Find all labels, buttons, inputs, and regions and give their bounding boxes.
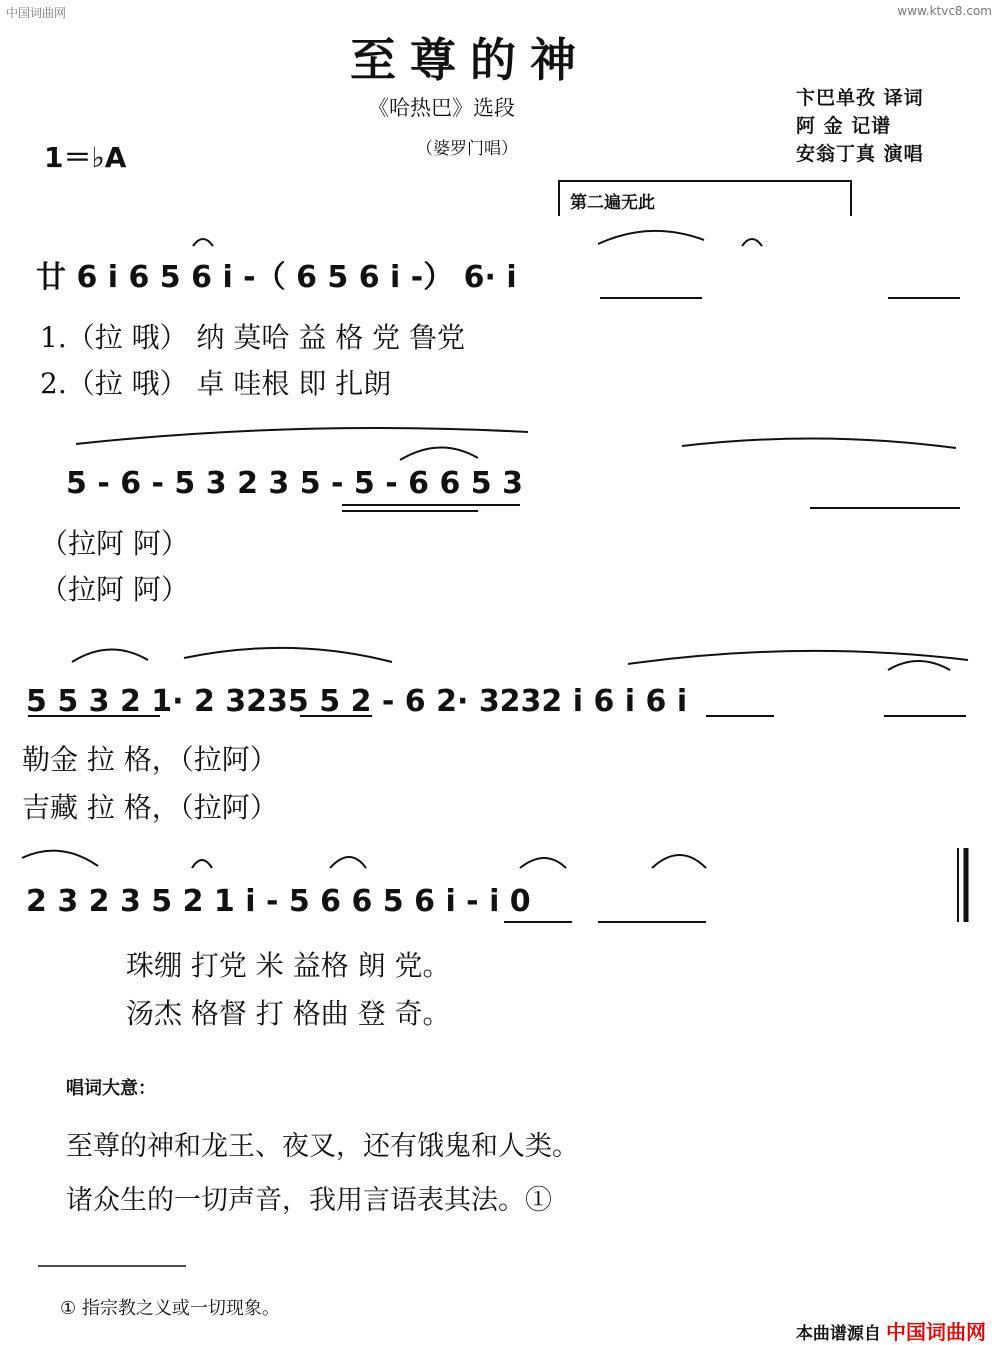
meaning-line-2: 诸众生的一切声音，我用言语表其法。① bbox=[66, 1185, 552, 1216]
source-credit bbox=[796, 1316, 986, 1345]
score-system-3-lyric-1: 勒金 拉 格，（拉阿） bbox=[22, 743, 278, 776]
score-system-2-lyric-2: （拉阿 阿） bbox=[40, 573, 189, 606]
variant-box-label: 第二遍无此 bbox=[570, 193, 655, 213]
performer-note: （婆罗门唱） bbox=[416, 139, 518, 159]
score-system-4-notes: 2 3 2 3 5 2 1 i - 5 6 6 5 6 i - i 0 bbox=[26, 884, 531, 919]
source-label: 本曲谱源自 bbox=[795, 1324, 881, 1344]
footnote: ① 指宗教之义或一切现象。 bbox=[60, 1298, 280, 1319]
song-title: 至尊的神 bbox=[350, 33, 590, 87]
score-system-3-lyric-2: 吉藏 拉 格，（拉阿） bbox=[22, 791, 278, 824]
meaning-heading: 唱词大意： bbox=[66, 1078, 156, 1099]
credit-notation: 阿 金 记谱 bbox=[796, 115, 892, 137]
score-system-4-lyric-2: 汤杰 格督 打 格曲 登 奇。 bbox=[126, 997, 451, 1030]
key-signature: 1＝♭A bbox=[44, 141, 127, 174]
score-system-2-notes: 5 - 6 - 5 3 2 3 5 - 5 - 6 6 5 3 bbox=[66, 466, 523, 501]
site-watermark-right: www.ktvc8.com bbox=[897, 4, 992, 18]
credit-singer: 安翁丁真 演唱 bbox=[796, 143, 924, 165]
score-system-1-lyric-1: 1.（拉 哦） 纳 莫哈 益 格 党 鲁党 bbox=[40, 321, 466, 354]
meaning-line-1: 至尊的神和龙王、夜叉，还有饿鬼和人类。 bbox=[66, 1131, 579, 1162]
credit-lyrics: 卞巴单孜 译词 bbox=[796, 87, 924, 109]
score-system-1-lyric-2: 2.（拉 哦） 卓 哇根 即 扎朗 bbox=[40, 367, 392, 400]
site-watermark-left: 中国词曲网 bbox=[6, 6, 67, 20]
score-system-1-notes: 廿 6 i 6 5 6 i -（ 6 5 6 i -） 6· i bbox=[36, 260, 517, 295]
score-system-4-lyric-1: 珠绷 打党 米 益格 朗 党。 bbox=[126, 949, 451, 982]
score-system-3-notes: 5 5 3 2 1· 2 3235 5 2 - 6 2· 3232 i 6 i 6 i bbox=[26, 684, 688, 719]
song-subtitle: 《哈热巴》选段 bbox=[368, 96, 515, 120]
source-brand: 中国词曲网 bbox=[886, 1320, 986, 1344]
score-system-2-lyric-1: （拉阿 阿） bbox=[40, 527, 189, 560]
